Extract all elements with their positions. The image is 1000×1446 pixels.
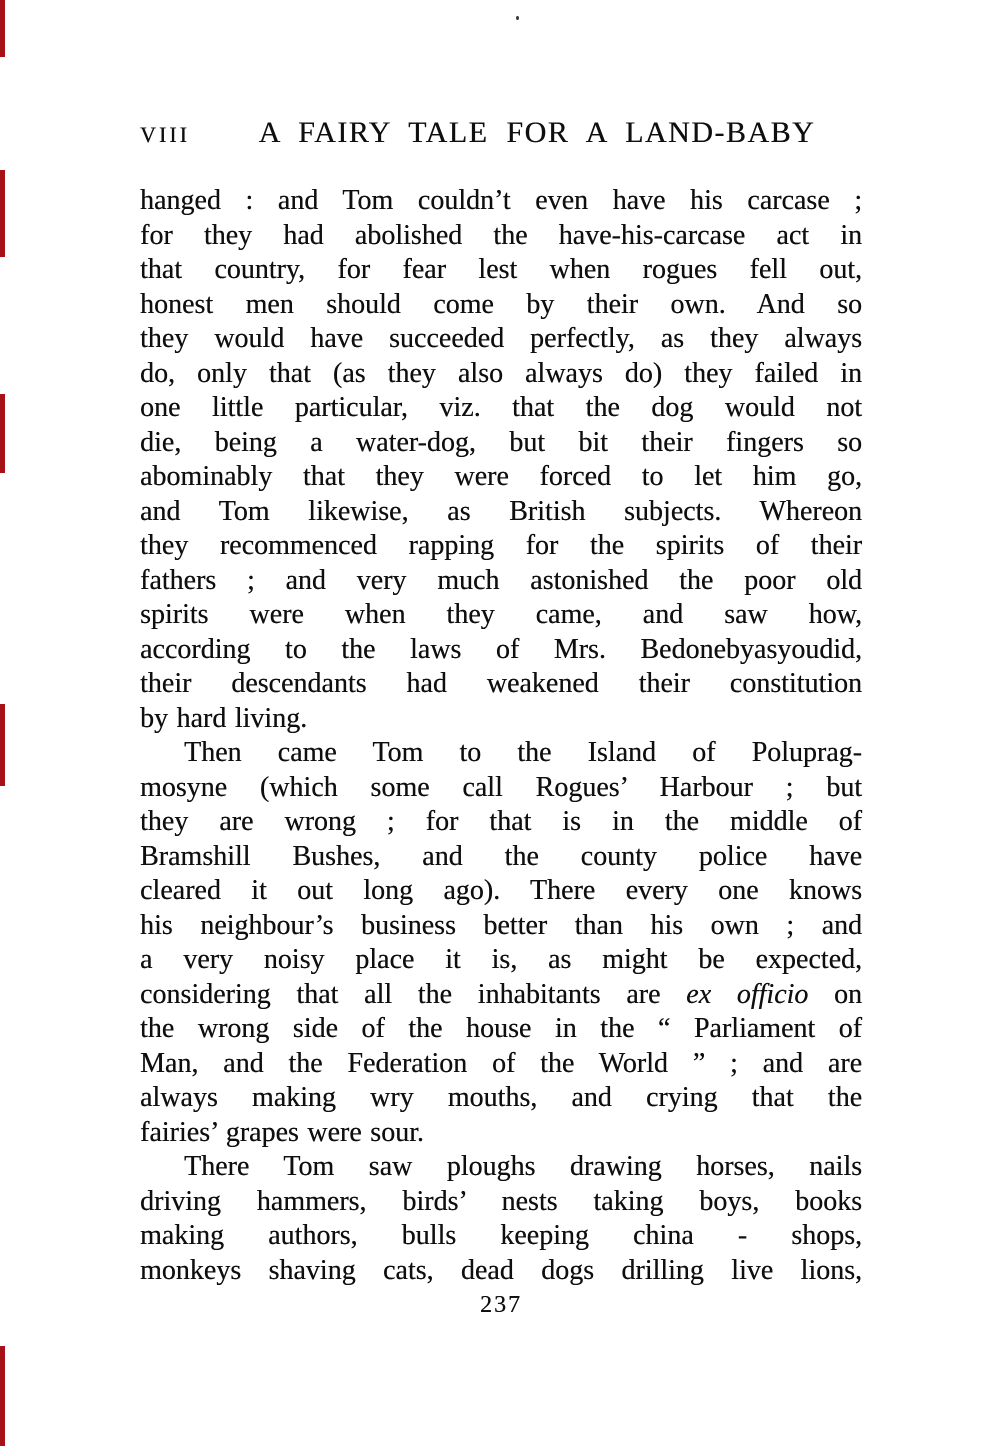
- text-run: one little particular, viz. that the dog would not: [140, 392, 862, 423]
- chapter-numeral: VIII: [140, 122, 190, 147]
- text-line: [140, 495, 862, 530]
- text-run: die, being a water-dog, but bit their fingers so: [140, 426, 862, 458]
- red-edge-mark: [0, 704, 5, 786]
- text-line: [140, 702, 862, 737]
- red-edge-mark: [0, 394, 5, 473]
- text-line: [140, 1219, 862, 1254]
- text-run: his neighbour’s business better than his own ; and: [140, 909, 862, 941]
- text-line: [140, 529, 862, 564]
- text-run: fairies’ grapes were sour.: [140, 1116, 424, 1148]
- text-line: [140, 288, 862, 323]
- text-run: Then came Tom to the Island of Poluprag-: [184, 737, 862, 768]
- text-line: [140, 219, 862, 254]
- text-run: spirits were when they came, and saw how,: [140, 599, 862, 630]
- italic-phrase: ex officio: [686, 978, 809, 1010]
- text-run: and Tom likewise, as British subjects. Whereon: [140, 495, 862, 527]
- red-edge-mark: [0, 0, 5, 57]
- text-line: [140, 322, 862, 357]
- text-line: [140, 943, 862, 978]
- text-run: considering that all the inhabitants are: [140, 978, 687, 1010]
- text-run: they would have succeeded perfectly, as they always: [140, 323, 862, 354]
- text-line: [140, 909, 862, 944]
- text-line: [140, 1254, 862, 1289]
- text-run: cleared it out long ago). There every one knows: [140, 875, 862, 906]
- text-run: driving hammers, birds’ nests taking boys, books: [140, 1185, 862, 1217]
- text-line: [140, 1081, 862, 1116]
- text-line: [140, 840, 862, 875]
- text-line: [140, 253, 862, 288]
- text-run: on: [808, 978, 862, 1010]
- text-line: [140, 460, 862, 495]
- text-line: [140, 633, 862, 668]
- text-run: fathers ; and very much astonished the poor old: [140, 564, 862, 596]
- red-edge-mark: [0, 170, 5, 257]
- text-line: [140, 426, 862, 461]
- text-run: a very noisy place it is, as might be expected,: [140, 944, 862, 975]
- text-run: the wrong side of the house in the “ Parliament of: [140, 1013, 862, 1044]
- text-line: [140, 805, 862, 840]
- text-run: There Tom saw ploughs drawing horses, nails: [184, 1151, 862, 1182]
- text-line: [140, 978, 862, 1013]
- text-run: Man, and the Federation of the World ” ; and are: [140, 1047, 862, 1079]
- text-run: hanged : and Tom couldn’t even have his carcase ;: [140, 185, 862, 216]
- text-line: [140, 1116, 862, 1151]
- text-line: [140, 874, 862, 909]
- text-line: [140, 771, 862, 806]
- text-line: [140, 564, 862, 599]
- text-run: they are wrong ; for that is in the middle of: [140, 806, 862, 837]
- body-text: [140, 184, 862, 1288]
- running-head: [140, 116, 862, 150]
- text-run: honest men should come by their own. And so: [140, 288, 862, 320]
- text-run: by hard living.: [140, 702, 308, 734]
- text-run: that country, for fear lest when rogues fell out,: [140, 254, 862, 285]
- text-run: they recommenced rapping for the spirits of their: [140, 530, 862, 561]
- text-run: for they had abolished the have-his-carcase act in: [140, 219, 862, 251]
- text-run: Bramshill Bushes, and the county police have: [140, 840, 862, 872]
- text-run: always making wry mouths, and crying that the: [140, 1082, 862, 1113]
- text-line: [140, 736, 862, 771]
- text-run: abominably that they were forced to let him go,: [140, 461, 862, 492]
- text-run: monkeys shaving cats, dead dogs drilling live lions,: [140, 1254, 862, 1286]
- red-edge-mark: [0, 1346, 5, 1446]
- text-line: [140, 667, 862, 702]
- text-line: [140, 598, 862, 633]
- text-run: making authors, bulls keeping china - shops,: [140, 1220, 862, 1251]
- scan-speck-dot: [516, 16, 519, 20]
- page-number: 237: [480, 1292, 522, 1318]
- text-line: [140, 1185, 862, 1220]
- text-line: [140, 184, 862, 219]
- text-run: their descendants had weakened their constitution: [140, 668, 862, 699]
- text-run: mosyne (which some call Rogues’ Harbour ; but: [140, 771, 862, 803]
- text-line: [140, 1150, 862, 1185]
- text-line: [140, 357, 862, 392]
- text-line: [140, 391, 862, 426]
- text-line: [140, 1012, 862, 1047]
- text-run: according to the laws of Mrs. Bedonebyasyoudid,: [140, 633, 862, 665]
- text-run: do, only that (as they also always do) they failed in: [140, 357, 862, 389]
- page-title: A FAIRY TALE FOR A LAND-BABY: [258, 116, 816, 149]
- text-line: [140, 1047, 862, 1082]
